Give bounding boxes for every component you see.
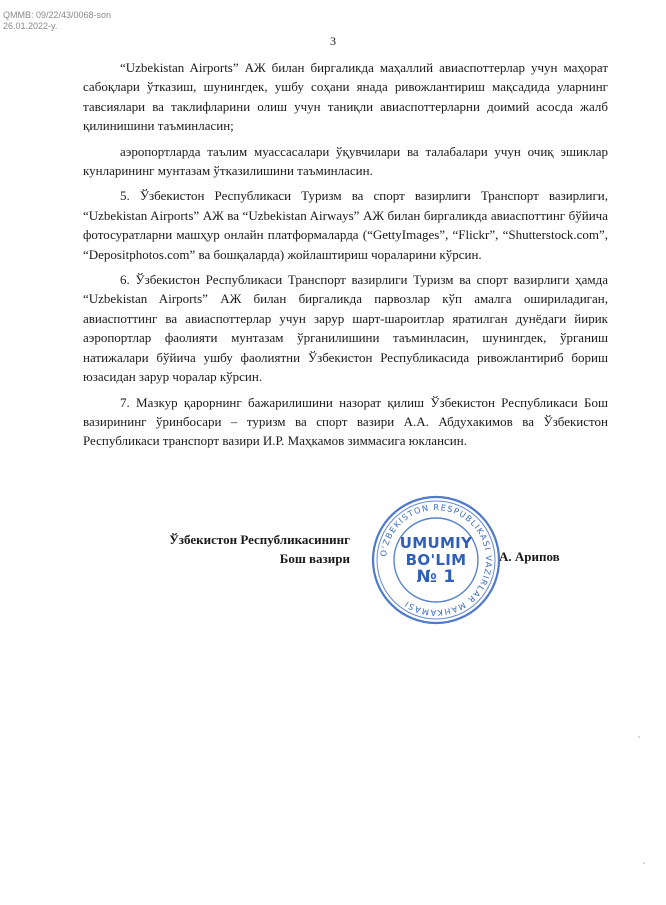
official-seal bbox=[370, 494, 502, 626]
signatory-name: А. Арипов bbox=[499, 549, 560, 564]
scan-dot bbox=[638, 736, 640, 738]
signatory-title-line1: Ўзбекистон Республикасининг bbox=[169, 532, 350, 547]
seal-line-bolim: BO'LIM bbox=[405, 550, 467, 569]
paragraph-item-5: 5. Ўзбекистон Республикаси Туризм ва спорт вазирлиги Транспорт вазирлиги, “Uzbekistan Airports” АЖ ва “Uzbekistan Airways” АЖ билан биргаликда авиаспоттинг бўйича фотосуратларни машҳур онлайн платформаларда (“GettyImages”, “Flickr”, “Shutterstock.com”, “Depositphotos.com” ва бошқаларда) жойлаштириш чораларини кўрсин. bbox=[83, 188, 608, 262]
page-number: 3 bbox=[330, 34, 336, 48]
registration-number: QMMB: 09/22/43/0068-son bbox=[3, 10, 112, 20]
paragraph-open-doors: аэропортларда таълим муассасалари ўқувчилари ва талабалари учун очиқ эшиклар кунларининг мунтазам ўтказилишини таъминласин. bbox=[83, 143, 608, 179]
seal-center-text bbox=[370, 494, 502, 626]
signatory-title bbox=[120, 530, 350, 568]
signature-block bbox=[80, 530, 610, 610]
signatory-title-line2: Бош вазири bbox=[279, 551, 350, 566]
scan-dot bbox=[643, 862, 645, 864]
seal-ring-text: O'ZBEKISTON RESPUBLIKASI VAZIRLAR MAHKAMASI bbox=[378, 501, 495, 619]
registration-date: 26.01.2022-y. bbox=[3, 21, 58, 31]
seal-line-number: № 1 bbox=[416, 566, 456, 587]
registration-stamp bbox=[3, 10, 111, 32]
paragraph-item-7: 7. Мазкур қарорнинг бажарилишини назорат қилиш Ўзбекистон Республикаси Бош вазирининг ўринбосари – туризм ва спорт вазири А.А. Абдухакимов ва Ўзбекистон Республикаси транспорт вазири И.Р. Маҳкамов зиммасига юклансин. bbox=[83, 394, 608, 449]
paragraph-airports-masterclass: “Uzbekistan Airports” АЖ билан биргаликда маҳаллий авиаспоттерлар учун маҳорат сабоқлари ўтказиш, шунингдек, ушбу соҳани янада ривожлантириш мақсадида уларнинг тавсиялари ва таклифларини олиш учун таниқли авиаспоттерларни доимий асосда жалб қилинишини таъминласин; bbox=[83, 60, 608, 134]
seal-line-umumiy: UMUMIY bbox=[399, 533, 473, 552]
paragraph-item-6: 6. Ўзбекистон Республикаси Транспорт вазирлиги Туризм ва спорт вазирлиги ҳамда “Uzbekistan Airports” АЖ билан биргаликда парвозлар кўп амалга ошириладиган, авиаспоттинг ва авиаспоттерлар учун зарур шарт-шароитлар яратилган дунёдаги йирик аэропортлар фаолияти мунтазам ўрганилишини таъминласин, шунингдек, ўрганиш натижалари бўйича ушбу фаолиятни Ўзбекистон Республикасида ривожлантириб бориш юзасидан зарур чоралар кўрсин. bbox=[83, 272, 608, 385]
document-body bbox=[83, 58, 608, 457]
